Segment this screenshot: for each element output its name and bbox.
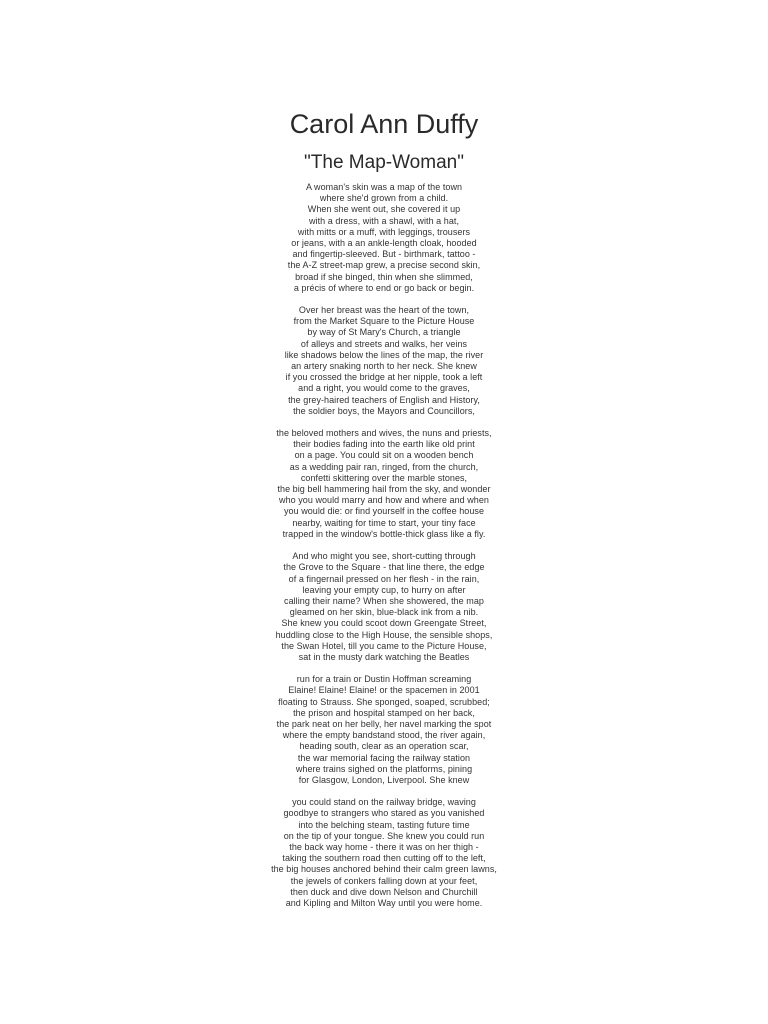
poem-line: calling their name? When she showered, the map	[284, 595, 484, 606]
poem-stanza	[0, 305, 768, 417]
poem-line: When she went out, she covered it up	[307, 204, 461, 215]
poem-line: the Grove to the Square - that line there, the edge	[283, 562, 485, 573]
poem-line: Over her breast was the heart of the town,	[298, 305, 470, 316]
poem-line: A woman's skin was a map of the town	[305, 182, 463, 192]
poem-line: trapped in the window's bottle-thick glass like a fly.	[282, 528, 486, 539]
poem-line: on a page. You could sit on a wooden bench	[294, 450, 474, 461]
poem-line: and Kipling and Milton Way until you were home.	[285, 897, 483, 908]
poem-line: taking the southern road then cutting off to the left,	[282, 853, 486, 864]
poem-line: into the belching steam, tasting future time	[298, 819, 470, 830]
poem-line: or jeans, with a an ankle-length cloak, hooded	[291, 238, 477, 249]
poem-line: the soldier boys, the Mayors and Councillors,	[293, 405, 475, 416]
poem-line: and fingertip-sleeved. But - birthmark, tattoo -	[292, 249, 476, 260]
poem-line: confetti skittering over the marble stones,	[300, 472, 468, 483]
poem-line: where she'd grown from a child.	[319, 193, 449, 204]
poem-line: Elaine! Elaine! Elaine! or the spacemen in 2001	[288, 685, 480, 696]
poem-line: a précis of where to end or go back or begin.	[293, 282, 475, 293]
poem-stanza	[0, 428, 768, 540]
poem-line: the prison and hospital stamped on her back,	[293, 707, 475, 718]
poem-line: the back way home - there it was on her thigh -	[289, 841, 479, 852]
poem-line: nearby, waiting for time to start, your tiny face	[292, 517, 476, 528]
poem-line: sat in the musty dark watching the Beatles	[298, 651, 470, 662]
poem-line: broad if she binged, thin when she slimmed,	[295, 271, 473, 282]
poem-line: by way of St Mary's Church, a triangle	[307, 327, 461, 338]
poem-line: the jewels of conkers falling down at your feet,	[290, 875, 478, 886]
poem-line: floating to Strauss. She sponged, soaped, scrubbed;	[278, 696, 490, 707]
poem-line: if you crossed the bridge at her nipple, took a left	[285, 372, 483, 383]
poem-line: the park neat on her belly, her navel marking the spot	[276, 718, 492, 729]
poem-line: run for a train or Dustin Hoffman screaming	[296, 674, 472, 685]
poem-line: you would die: or find yourself in the coffee house	[283, 506, 484, 517]
poem-line: heading south, clear as an operation scar,	[299, 741, 469, 752]
poem-title: "The Map-Woman"	[304, 152, 464, 173]
poem-line: the beloved mothers and wives, the nuns and priests,	[276, 428, 492, 439]
poem-line: like shadows below the lines of the map, the river	[284, 349, 484, 360]
poem-stanza	[0, 551, 768, 663]
poem-line: She knew you could scoot down Greengate Street,	[281, 618, 487, 629]
poem-line: the big bell hammering hail from the sky, and wonder	[277, 484, 491, 495]
poem-line: where the empty bandstand stood, the river again,	[282, 730, 486, 741]
poem-line: on the tip of your tongue. She knew you could run	[283, 830, 485, 841]
poem-line: an artery snaking north to her neck. She knew	[291, 361, 477, 372]
poem-line: who you would marry and how and where and when	[279, 495, 489, 506]
poem-line: where trains sighed on the platforms, pining	[295, 763, 473, 774]
poem-line: gleamed on her skin, blue-black ink from a nib.	[289, 607, 479, 618]
poem-line: goodbye to strangers who stared as you vanished	[283, 808, 485, 819]
author-name: Carol Ann Duffy	[289, 109, 479, 139]
poem-line: their bodies fading into the earth like old print	[293, 439, 475, 450]
poem-line: of a fingernail pressed on her flesh - in the rain,	[288, 573, 480, 584]
poem-line: the war memorial facing the railway station	[297, 752, 471, 763]
poem-line: then duck and dive down Nelson and Churchill	[290, 886, 478, 897]
poem-line: leaving your empty cup, to hurry on after	[302, 584, 466, 595]
poem-body	[0, 182, 768, 920]
poem-line: And who might you see, short-cutting through	[292, 551, 476, 562]
poem-line: the A-Z street-map grew, a precise second skin,	[287, 260, 481, 271]
poem-line: from the Market Square to the Picture House	[293, 316, 475, 327]
poem-line: huddling close to the High House, the sensible shops,	[275, 629, 493, 640]
poem-line: with a dress, with a shawl, with a hat,	[308, 215, 459, 226]
poem-line: the Swan Hotel, till you came to the Picture House,	[281, 640, 487, 651]
poem-stanza	[0, 674, 768, 786]
poem-line: as a wedding pair ran, ringed, from the church,	[289, 461, 479, 472]
poem-line: of alleys and streets and walks, her veins	[300, 338, 468, 349]
poem-line: for Glasgow, London, Liverpool. She knew	[298, 774, 470, 785]
poem-stanza	[0, 797, 768, 909]
poem-line: the big houses anchored behind their calm green lawns,	[271, 864, 497, 875]
poem-line: you could stand on the railway bridge, waving	[292, 797, 476, 808]
poem-line: with mitts or a muff, with leggings, trousers	[297, 226, 471, 237]
poem-line: the grey-haired teachers of English and History,	[288, 394, 480, 405]
poem-line: and a right, you would come to the graves,	[298, 383, 470, 394]
poem-stanza	[0, 182, 768, 294]
